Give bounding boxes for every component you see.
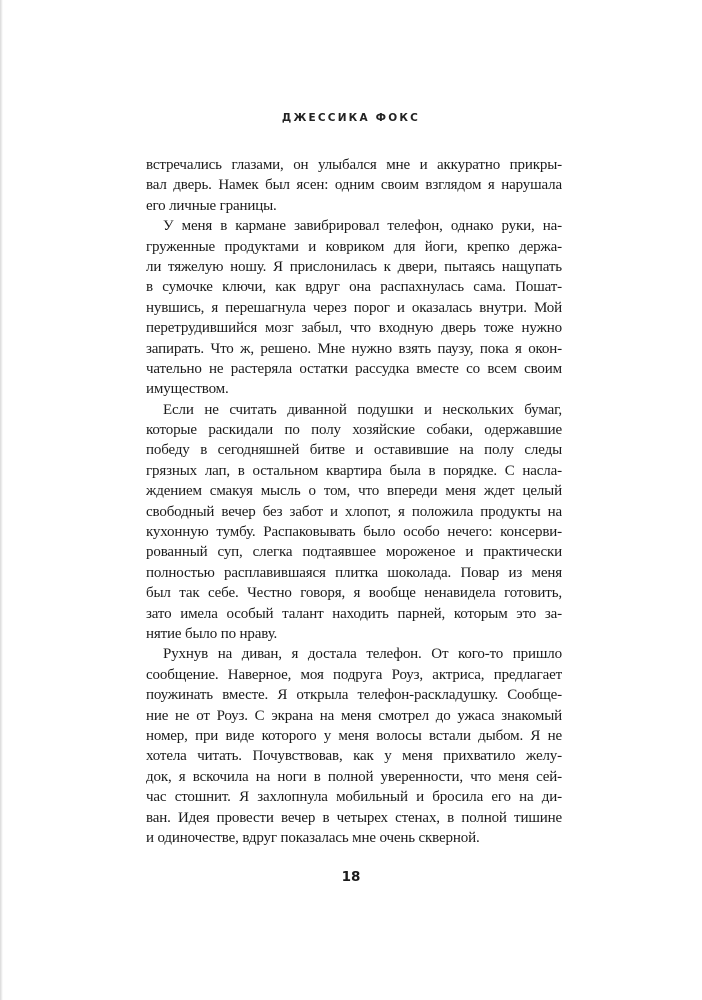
text-line: номер, при виде которого у меня волосы встали дыбом. Я не — [146, 727, 562, 744]
text-line: груженные продуктами и ковриком для йоги, крепко держа- — [146, 238, 562, 255]
text-line: поужинать вместе. Я открыла телефон-раскладушку. Сообще- — [146, 687, 562, 704]
running-title: ДЖЕССИКА ФОКС — [281, 112, 421, 124]
text-line: хотела читать. Почувствовав, как у меня прихватило желу- — [146, 748, 562, 765]
text-line: чательно не растеряла остатки рассудка вместе со всем своим — [146, 360, 562, 377]
paragraph — [146, 155, 562, 216]
text-line: Рухнув на диван, я достала телефон. От кого-то пришло — [163, 646, 562, 663]
page-edge-shadow — [0, 0, 3, 1000]
text-line: и одиночестве, вдруг показалась мне очень скверной. — [146, 829, 480, 846]
text-line: был так себе. Честно говоря, я вообще ненавидела готовить, — [146, 585, 562, 602]
text-line: док, я вскочила на ноги в полной уверенности, что меня сей- — [146, 768, 562, 785]
text-line: его личные границы. — [146, 197, 277, 214]
text-line: час стошнит. Я захлопнула мобильный и бросила его на ди- — [146, 789, 562, 806]
paragraph — [146, 216, 562, 400]
text-line: в сумочке ключи, как вдруг она распахнулась сама. Пошат- — [146, 279, 562, 296]
text-line: запирать. Что ж, решено. Мне нужно взять паузу, пока я окон- — [146, 340, 562, 357]
text-line: сообщение. Наверное, моя подруга Роуз, актриса, предлагает — [146, 666, 562, 683]
text-line: победу в сегодняшней битве и оставившие на полу следы — [146, 442, 562, 459]
body-text — [146, 155, 562, 848]
text-line: свободный вечер без забот и хлопот, я положила продукты на — [146, 503, 562, 520]
text-line: У меня в кармане завибрировал телефон, однако руки, на- — [163, 218, 562, 235]
paragraph — [146, 400, 562, 645]
text-line: грязных лап, в остальном квартира была в порядке. С насла- — [146, 462, 562, 479]
text-line: вал дверь. Намек был ясен: одним своим взглядом я нарушала — [146, 177, 562, 194]
text-line: нятие было по нраву. — [146, 625, 278, 642]
text-line: зато имела особый талант находить парней, которым это за- — [146, 605, 562, 622]
text-line: встречались глазами, он улыбался мне и аккуратно прикры- — [146, 157, 562, 173]
text-line: перетрудившийся мозг забыл, что входную дверь тоже нужно — [146, 320, 562, 337]
text-line: нувшись, я перешагнула через порог и оказалась внутри. Мой — [146, 299, 562, 316]
text-line: полностью расплавившаяся плитка шоколада. Повар из меня — [146, 564, 562, 581]
text-line: ли тяжелую ношу. Я прислонилась к двери, пытаясь нащупать — [146, 258, 562, 275]
text-line: имуществом. — [146, 381, 229, 398]
page-number: 18 — [341, 869, 361, 885]
text-line: кухонную тумбу. Распаковывать было особо нечего: консерви- — [146, 524, 562, 541]
text-line: рованный суп, слегка подтаявшее мороженое и практически — [146, 544, 562, 561]
text-line: которые раскидали по полу хозяйские собаки, одержавшие — [146, 422, 562, 439]
text-line: ние не от Роуз. С экрана на меня смотрел до ужаса знакомый — [146, 707, 562, 724]
text-line: ван. Идея провести вечер в четырех стенах, в полной тишине — [146, 809, 562, 826]
text-line: Если не считать диванной подушки и нескольких бумаг, — [163, 401, 562, 418]
paragraph — [146, 644, 562, 848]
text-line: ждением смакуя мысль о том, что впереди меня ждет целый — [146, 483, 562, 500]
